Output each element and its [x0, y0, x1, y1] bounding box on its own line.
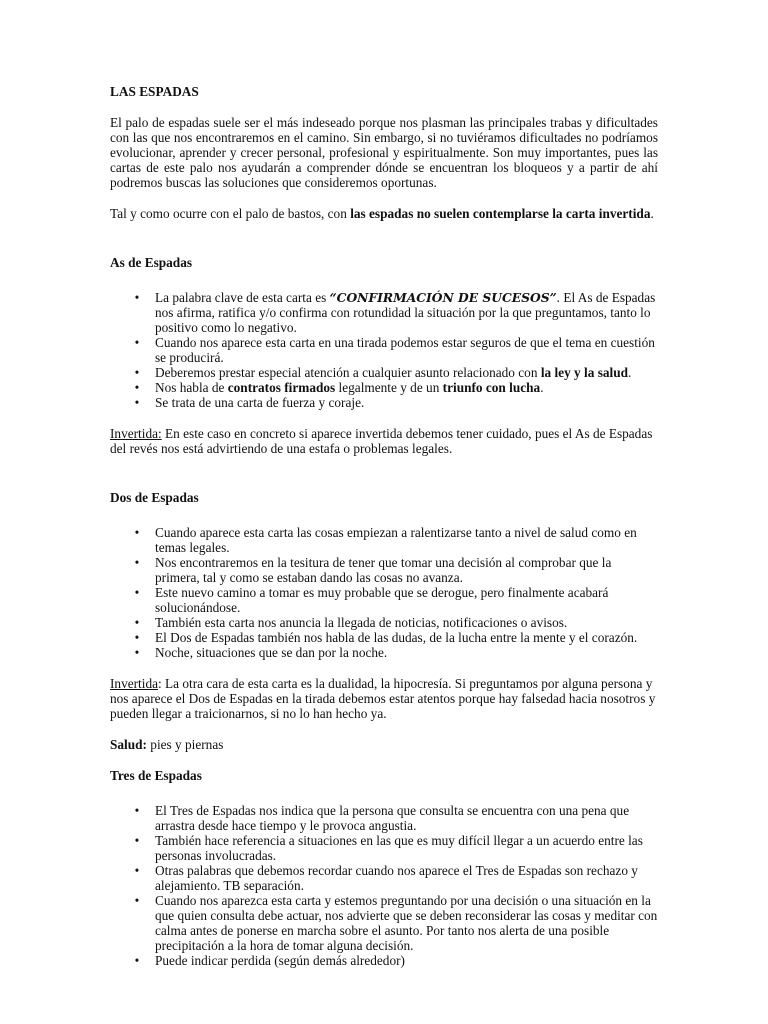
- text-run: Cuando nos aparece esta carta en una tirada podemos estar seguros de que el tema en cuestión se producirá.: [155, 335, 655, 365]
- text-run: legalmente y de un: [335, 380, 443, 395]
- text-run: Tal y como ocurre con el palo de bastos, con: [110, 206, 351, 221]
- bullet-item: [110, 555, 658, 585]
- text-run: : La otra cara de esta carta es la dualidad, la hipocresía. Si preguntamos por alguna persona y nos aparece el Dos de Espadas en la tirada debemos estar atentos porque hay falsedad hacia nosotros y pueden llegar a traicionarnos, si no lo han hecho ya.: [110, 676, 656, 721]
- bullet-dot-icon: •: [134, 555, 140, 570]
- text-run: También esta carta nos anuncia la llegada de noticias, notificaciones o avisos.: [155, 615, 568, 630]
- bullet-item: [110, 335, 658, 365]
- bullet-item: [110, 615, 658, 630]
- bullet-dot-icon: •: [134, 863, 140, 878]
- document-title: LAS ESPADAS: [110, 84, 199, 99]
- text-run: . El As de Espadas nos afirma, ratifica y/o confirma con rotundidad la situación por la que preguntamos, tanto lo positivo como lo negativo.: [155, 290, 656, 335]
- text-run: Otras palabras que debemos recordar cuando nos aparece el Tres de Espadas son rechazo y alejamiento. TB separación.: [155, 863, 638, 893]
- bullet-item: [110, 645, 658, 660]
- bullet-dot-icon: •: [134, 893, 140, 908]
- bullet-item: [110, 290, 658, 335]
- bullet-item: [110, 525, 658, 555]
- text-run: .: [540, 380, 544, 395]
- text-run: Nos habla de: [155, 380, 228, 395]
- bullet-dot-icon: •: [134, 630, 140, 645]
- text-run-u: Invertida: [110, 676, 158, 691]
- text-run: Noche, situaciones que se dan por la noche.: [155, 645, 388, 660]
- text-run: Puede indicar perdida (según demás alrededor): [155, 953, 405, 968]
- text-run: Se trata de una carta de fuerza y coraje.: [155, 395, 365, 410]
- text-run: Deberemos prestar especial atención a cualquier asunto relacionado con: [155, 365, 541, 380]
- text-run: .: [650, 206, 654, 221]
- bullet-item: [110, 803, 658, 833]
- bullet-dot-icon: •: [134, 803, 140, 818]
- text-run: El Tres de Espadas nos indica que la persona que consulta se encuentra con una pena que arrastra desde hace tiempo y le provoca angustia.: [155, 803, 630, 833]
- text-run: .: [628, 365, 632, 380]
- bullet-dot-icon: •: [134, 585, 140, 600]
- dos-invertida: [110, 676, 658, 721]
- dos-salud: [110, 737, 658, 752]
- bullet-item: [110, 630, 658, 645]
- bullet-dot-icon: •: [134, 365, 140, 380]
- dos-heading: Dos de Espadas: [110, 490, 199, 505]
- text-run: En este caso en concreto si aparece invertida debemos tener cuidado, pues el As de Espadas del revés nos está advirtiendo de una estafa o problemas legales.: [110, 426, 653, 456]
- text-run-b: contratos firmados: [227, 380, 336, 395]
- bullet-item: [110, 953, 658, 968]
- text-run-bi: “CONFIRMACIÓN DE SUCESOS”: [329, 290, 557, 305]
- bullet-dot-icon: •: [134, 833, 140, 848]
- text-run-b: triunfo con lucha: [442, 380, 541, 395]
- bullet-item: [110, 585, 658, 615]
- bullet-item: [110, 833, 658, 863]
- bullet-item: [110, 893, 658, 953]
- text-run: Cuando nos aparezca esta carta y estemos preguntando por una decisión o una situación en la que quien consulta debe actuar, nos advierte que se deben reconsiderar las cosas y meditar con calma antes de ponerse en marcha sobre el asunto. Por tanto nos alerta de una posible precipitación a la hora de tomar alguna decisión.: [155, 893, 658, 953]
- text-run: También hace referencia a situaciones en las que es muy difícil llegar a un acuerdo entre las personas involucradas.: [155, 833, 643, 863]
- bullet-dot-icon: •: [134, 525, 140, 540]
- tres-heading: Tres de Espadas: [110, 768, 202, 783]
- bullet-dot-icon: •: [134, 395, 140, 410]
- bullet-item: [110, 365, 658, 380]
- intro-paragraph: El palo de espadas suele ser el más indeseado porque nos plasman las principales trabas y dificultades con las que nos encontraremos en el camino. Sin embargo, si no tuviéramos dificultades no podríamos evolucionar, aprender y crecer personal, profesional y espiritualmente. Son muy importantes, pues las cartas de este palo nos ayudarán a comprender dónde se encuentran los bloqueos y a partir de ahí podremos buscas las soluciones que consideremos oportunas.: [110, 115, 658, 190]
- text-run-b: Salud:: [110, 737, 147, 752]
- tres-bullet-list: [110, 803, 658, 968]
- as-heading: As de Espadas: [110, 255, 193, 270]
- text-run: Nos encontraremos en la tesitura de tener que tomar una decisión al comprobar que la primera, tal y como se estaban dando las cosas no avanza.: [155, 555, 612, 585]
- bullet-dot-icon: •: [134, 335, 140, 350]
- as-invertida: [110, 426, 658, 456]
- bullet-item: [110, 863, 658, 893]
- bullet-dot-icon: •: [134, 615, 140, 630]
- dos-bullet-list: [110, 525, 658, 660]
- text-run-b: las espadas no suelen contemplarse la carta invertida: [350, 206, 651, 221]
- as-bullet-list: [110, 290, 658, 410]
- bullet-dot-icon: •: [134, 953, 140, 968]
- text-run: Este nuevo camino a tomar es muy probable que se derogue, pero finalmente acabará solucionándose.: [155, 585, 609, 615]
- bullet-dot-icon: •: [134, 645, 140, 660]
- text-run: La palabra clave de esta carta es: [155, 290, 330, 305]
- text-run: El Dos de Espadas también nos habla de las dudas, de la lucha entre la mente y el corazón.: [155, 630, 638, 645]
- text-run: pies y piernas: [146, 737, 224, 752]
- text-run-u: Invertida:: [110, 426, 162, 441]
- bullet-item: [110, 395, 658, 410]
- bullet-dot-icon: •: [134, 380, 140, 395]
- bullet-dot-icon: •: [134, 290, 140, 305]
- inverted-note: [110, 206, 658, 221]
- text-run-b: la ley y la salud: [540, 365, 628, 380]
- text-run: Cuando aparece esta carta las cosas empiezan a ralentizarse tanto a nivel de salud como en temas legales.: [155, 525, 637, 555]
- bullet-item: [110, 380, 658, 395]
